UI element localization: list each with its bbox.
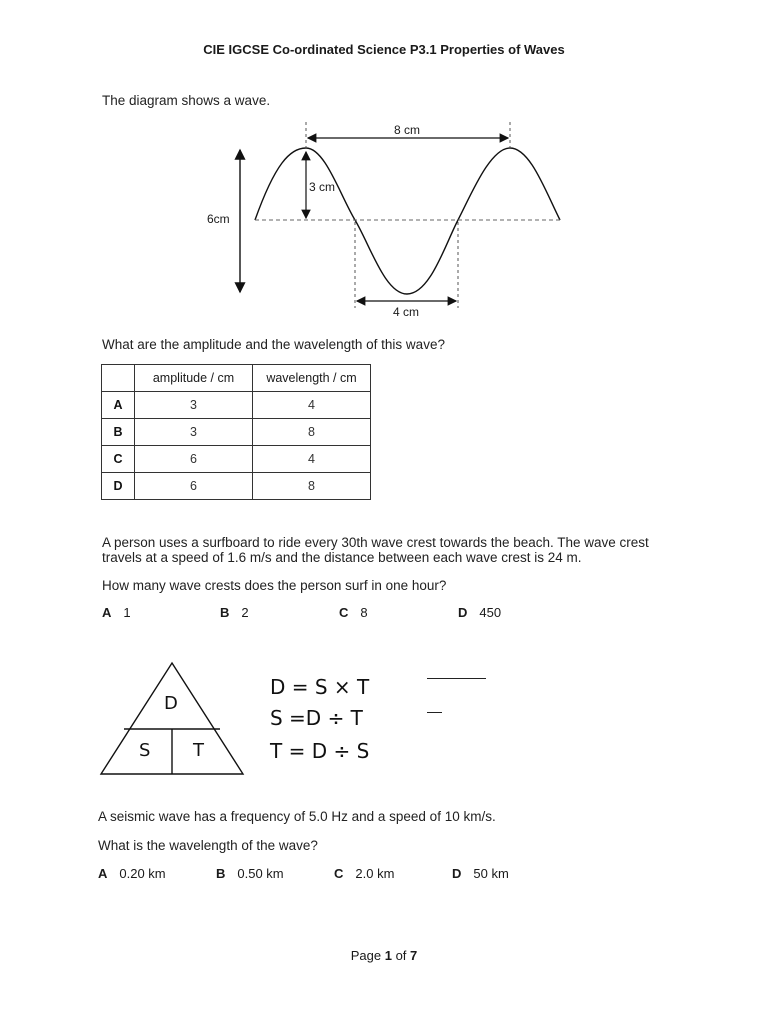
triangle-right-label: T <box>193 740 204 761</box>
wavelength-cell: 8 <box>253 473 371 500</box>
option-value: 1 <box>123 605 131 620</box>
wavelength-cell: 4 <box>253 446 371 473</box>
amplitude-label: 3 cm <box>309 180 336 194</box>
amplitude-cell: 3 <box>135 419 253 446</box>
amplitude-cell: 6 <box>135 446 253 473</box>
answer-table <box>101 364 371 500</box>
q2-option-b[interactable] <box>220 605 249 620</box>
table-header-row <box>102 365 371 392</box>
table-header-cell <box>102 365 135 392</box>
page-prefix: Page <box>350 948 385 963</box>
triangle-top-label: D <box>164 693 178 714</box>
q2-option-c[interactable] <box>339 605 368 620</box>
q2-line2: travels at a speed of 1.6 m/s and the distance between each wave crest is 24 m. <box>102 550 582 565</box>
triangle-left-label: S <box>139 740 151 761</box>
option-value: 0.50 km <box>237 866 284 881</box>
option-value: 2 <box>241 605 249 620</box>
blank-line-2 <box>427 712 442 713</box>
q3-option-d[interactable] <box>452 866 509 881</box>
option-value: 0.20 km <box>119 866 166 881</box>
q3-option-a[interactable] <box>98 866 166 881</box>
wavelength-label: 8 cm <box>394 123 421 137</box>
option-value: 50 km <box>473 866 509 881</box>
option-letter: A <box>102 605 112 620</box>
table-row <box>102 419 371 446</box>
table-header-cell: wavelength / cm <box>253 365 371 392</box>
equation-time: T = D ÷ S <box>270 739 370 763</box>
row-label: A <box>102 392 135 419</box>
wave-curve <box>255 148 560 294</box>
row-label: B <box>102 419 135 446</box>
wavelength-cell: 4 <box>253 392 371 419</box>
half-wave-label: 4 cm <box>393 305 420 319</box>
page-footer <box>0 948 768 963</box>
q2-option-d[interactable] <box>458 605 501 620</box>
option-letter: D <box>458 605 468 620</box>
q1-question: What are the amplitude and the wavelength of this wave? <box>102 337 445 352</box>
amplitude-cell: 3 <box>135 392 253 419</box>
page-middle: of <box>391 948 411 963</box>
table-row <box>102 446 371 473</box>
wavelength-cell: 8 <box>253 419 371 446</box>
equation-speed: S =D ÷ T <box>270 706 363 730</box>
amplitude-cell: 6 <box>135 473 253 500</box>
option-letter: B <box>216 866 226 881</box>
height-label: 6cm <box>207 212 230 226</box>
page-current: 1 <box>384 948 392 963</box>
q3-option-c[interactable] <box>334 866 394 881</box>
q2-question: How many wave crests does the person surf in one hour? <box>102 578 447 593</box>
q2-line1: A person uses a surfboard to ride every 30th wave crest towards the beach. The wave crest <box>102 535 649 550</box>
q1-intro: The diagram shows a wave. <box>102 93 271 108</box>
table-row <box>102 392 371 419</box>
row-label: D <box>102 473 135 500</box>
option-letter: D <box>452 866 462 881</box>
row-label: C <box>102 446 135 473</box>
q3-option-b[interactable] <box>216 866 284 881</box>
option-letter: B <box>220 605 230 620</box>
q2-option-a[interactable] <box>102 605 131 620</box>
option-value: 450 <box>479 605 502 620</box>
table-row <box>102 473 371 500</box>
page-header: CIE IGCSE Co-ordinated Science P3.1 Properties of Waves <box>203 42 565 57</box>
table-header-cell: amplitude / cm <box>135 365 253 392</box>
page-total: 7 <box>410 948 418 963</box>
formula-triangle <box>95 658 250 780</box>
option-value: 8 <box>360 605 368 620</box>
equation-distance: D = S × T <box>270 675 370 699</box>
wave-diagram <box>0 0 768 330</box>
q3-line1: A seismic wave has a frequency of 5.0 Hz and a speed of 10 km/s. <box>98 809 496 824</box>
q3-question: What is the wavelength of the wave? <box>98 838 318 853</box>
blank-line-1 <box>427 678 486 679</box>
option-letter: C <box>339 605 349 620</box>
option-value: 2.0 km <box>355 866 395 881</box>
option-letter: C <box>334 866 344 881</box>
option-letter: A <box>98 866 108 881</box>
